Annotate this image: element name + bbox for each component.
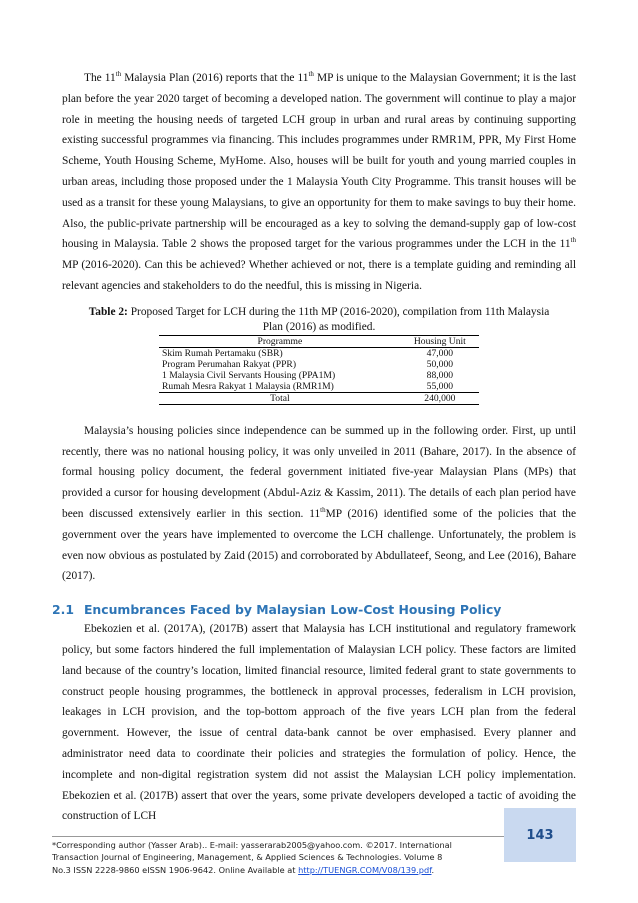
- table-label: Table 2:: [88, 305, 128, 318]
- text-run: Malaysia Plan (2016) reports that the 11: [121, 72, 309, 84]
- column-header-housing-unit: Housing Unit: [401, 335, 479, 347]
- text-run: MP is unique to the Malaysian Government; it is the last plan before the year 2020 target of becoming a developed nation. The government will continue to play a major role in meeting the housing needs of targeted LCH group in urban and rural areas by continuing supporting existing successful programmes via financing. This includes programmes under RMR1M, PPR, My First Home Scheme, Youth Housing Scheme, MyHome. Also, houses will be built for youth and young married couples in urban areas, including those proposed under the 1 Malaysia Youth City Programme. This transit houses will be used as a transit for these young Malaysians, to give an opportunity for them to make savings to buy their home. Also, the public-private partnership will be encouraged as a key to solving the demand-supply gap of low-cost housing in Malaysia. Table 2 shows the proposed target for the various programmes under the LCH in the 11: [62, 72, 576, 251]
- programme-cell: 1 Malaysia Civil Servants Housing (PPA1M): [162, 369, 336, 381]
- paragraph-housing-policies: [62, 421, 576, 587]
- footer-text: .: [431, 864, 435, 875]
- total-label-cell: Total: [159, 392, 401, 404]
- table-total-row: [159, 392, 479, 404]
- programme-cell: Rumah Mesra Rakyat 1 Malaysia (RMR1M): [162, 380, 334, 392]
- footer-citation: [52, 836, 508, 876]
- footer-link[interactable]: http://TUENGR.COM/V08/139.pdf: [298, 864, 432, 875]
- programme-cell: Skim Rumah Pertamaku (SBR): [162, 347, 283, 359]
- housing-unit-cell: 55,000: [426, 380, 454, 392]
- housing-unit-cell: 50,000: [426, 358, 454, 370]
- housing-unit-cell: 88,000: [426, 369, 454, 381]
- text-run: Malaysia’s housing policies since independence can be summed up in the following order. First, up until recently, there was no national housing policy, it was only unveiled in 2011 (Bahare, 2017). In the absence of formal housing policy document, the federal government initiated five-year Malaysian Plans (MPs) that provided a cursor for housing development (Abdul-Aziz & Kassim, 2011). The details of each plan period have been discussed extensively earlier in this section. 11: [62, 424, 576, 520]
- paragraph-encumbrances: Ebekozien et al. (2017A), (2017B) assert that Malaysia has LCH institutional and regulatory framework policy, but some factors hindered the full implementation of Malaysian LCH policy. These factors are limited land because of the country’s location, limited financial resource, limited federal grant to state governments to construct people housing programmes, the bottleneck in approval processes, federalism in LCH provision, leakages in LCH provision, and the top-bottom approach of the five years LCH plan from the federal government. However, the issue of central data-bank cannot be over emphasised. Every planner and administrator need data to coordinate their policies and strategies the formulation of policy. Hence, the incomplete and non-digital registration system did not assist the Malaysian LCH policy implementation. Ebekozien et al. (2017B) assert that over the years, some private developers developed a tactic of avoiding the construction of LCH: [62, 623, 576, 823]
- housing-unit-cell: 47,000: [426, 347, 454, 359]
- table-caption: [62, 305, 576, 335]
- text-run: MP (2016) identified some of the policies that the government over the years have implemented to overcome the LCH challenge. Unfortunately, the problem is even now obvious as postulated by Zaid (2015) and corroborated by Abdullateef, Seong, and Lee (2016), Bahare (2017).: [62, 507, 577, 583]
- superscript: th: [570, 236, 576, 245]
- page-number: 143: [504, 808, 576, 862]
- section-number: 2.1: [52, 602, 74, 618]
- programme-cell: Program Perumahan Rakyat (PPR): [162, 358, 297, 370]
- table-caption-text: Proposed Target for LCH during the 11th MP (2016-2020), compilation from 11th Malaysia Plan (2016) as modified.: [127, 305, 550, 333]
- text-run: MP (2016-2020). Can this be achieved? Whether achieved or not, there is a template guiding and reminding all relevant agencies and stakeholders to do the needful, this is missing in Nigeria.: [62, 259, 576, 292]
- table-row: [159, 359, 479, 370]
- column-header-programme: Programme: [159, 335, 401, 347]
- total-value-cell: 240,000: [401, 392, 479, 404]
- table-header-row: [159, 335, 479, 347]
- superscript: th: [308, 70, 314, 79]
- paragraph-malaysia-plan: [62, 68, 576, 297]
- section-title: Encumbrances Faced by Malaysian Low-Cost Housing Policy: [83, 602, 502, 618]
- table-row: [159, 370, 479, 381]
- footer-line: Transaction Journal of Engineering, Management, & Applied Sciences & Technologies. Volume 8: [52, 852, 443, 863]
- proposed-target-table: [159, 335, 479, 405]
- footer-text: No.3 ISSN 2228-9860 eISSN 1906-9642. Online Available at: [52, 864, 299, 875]
- table-row: [159, 347, 479, 359]
- text-run: The 11: [84, 72, 116, 84]
- superscript: th: [115, 70, 122, 79]
- table-row: [159, 381, 479, 393]
- footer-line: *Corresponding author (Yasser Arab).. E-mail: yasserarab2005@yahoo.com. ©2017. International: [52, 840, 452, 850]
- section-heading: [52, 601, 576, 619]
- page-body: [52, 68, 577, 827]
- footer-line: [52, 864, 508, 876]
- superscript: th: [320, 506, 326, 515]
